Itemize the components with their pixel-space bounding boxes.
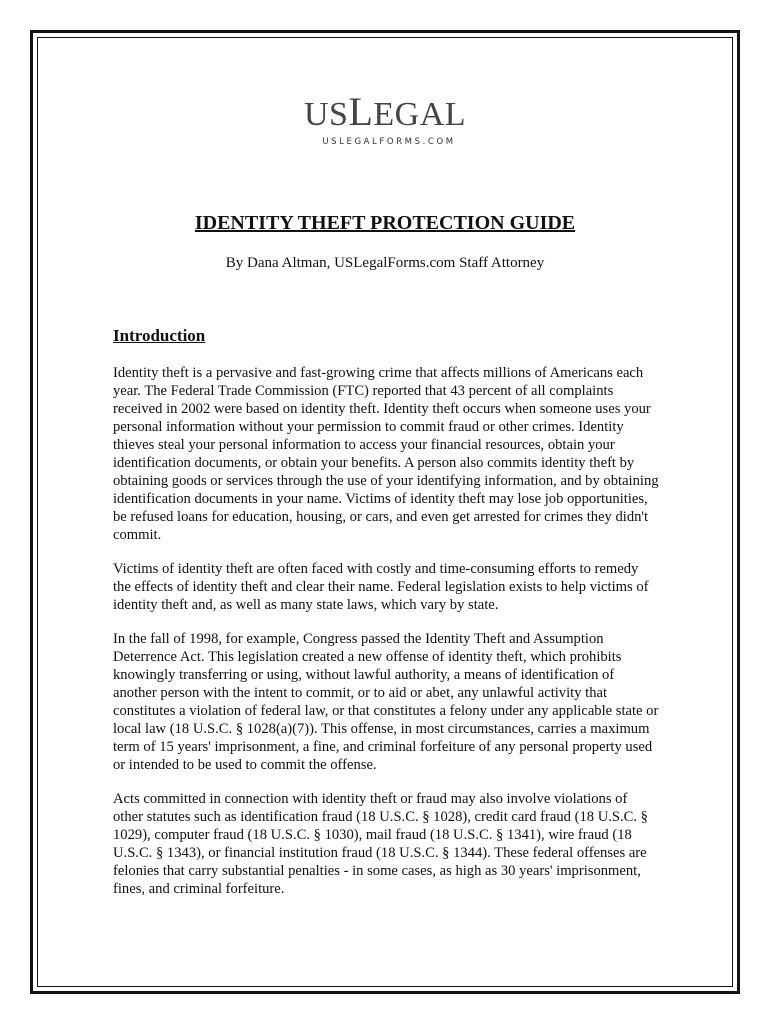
paragraph: In the fall of 1998, for example, Congress passed the Identity Theft and Assumption Deterrence Act. This legislation created a new offense of identity theft, which prohibits knowingly transferring or using, without lawful authority, a means of identification of another person with the intent to commit, or to aid or abet, any unlawful activity that constitutes a violation of federal law, or that constitutes a felony under any applicable state or local law (18 U.S.C. § 1028(a)(7)). This offense, in most circumstances, carries a maximum term of 15 years' imprisonment, a fine, and criminal forfeiture of any personal property used or intended to be used to commit the offense. xyxy=(113,631,659,773)
logo-egal: EGAL xyxy=(373,96,467,133)
section-heading-introduction: Introduction xyxy=(113,326,206,345)
logo-tagline: USLEGALFORMS.COM xyxy=(322,137,456,147)
document-byline: By Dana Altman, USLegalForms.com Staff Attorney xyxy=(225,255,545,271)
document-body xyxy=(113,364,659,914)
logo-us: US xyxy=(303,96,349,133)
paragraph: Acts committed in connection with identity theft or fraud may also involve violations of other statutes such as identification fraud (18 U.S.C. § 1028), credit card fraud (18 U.S.C. § 1029), computer fraud (18 U.S.C. § 1030), mail fraud (18 U.S.C. § 1341), wire fraud (18 U.S.C. § 1343), or financial institution fraud (18 U.S.C. § 1344). These federal offenses are felonies that carry substantial penalties - in some cases, as high as 30 years' imprisonment, fines, and criminal forfeiture. xyxy=(113,791,648,897)
logo-l: L xyxy=(348,89,374,134)
paragraph: Identity theft is a pervasive and fast-growing crime that affects millions of Americans each year. The Federal Trade Commission (FTC) reported that 43 percent of all complaints received in 2002 were based on identity theft. Identity theft occurs when someone uses your personal information without your permission to commit fraud or other crimes. Identity thieves steal your personal information to access your financial resources, obtain your identification documents, or obtain your benefits. A person also commits identity theft by obtaining goods or services through the use of your identifying information, and by obtaining identification documents in your name. Victims of identity theft may lose job opportunities, be refused loans for education, housing, or cars, and even get arrested for crimes they didn't commit. xyxy=(113,365,659,543)
document-title: IDENTITY THEFT PROTECTION GUIDE xyxy=(194,212,576,234)
uslegal-logo xyxy=(0,89,770,147)
paragraph: Victims of identity theft are often faced with costly and time-consuming efforts to remedy the effects of identity theft and clear their name. Federal legislation exists to help victims of identity theft and, as well as many state laws, which vary by state. xyxy=(113,561,649,613)
logo-wordmark xyxy=(0,89,770,134)
